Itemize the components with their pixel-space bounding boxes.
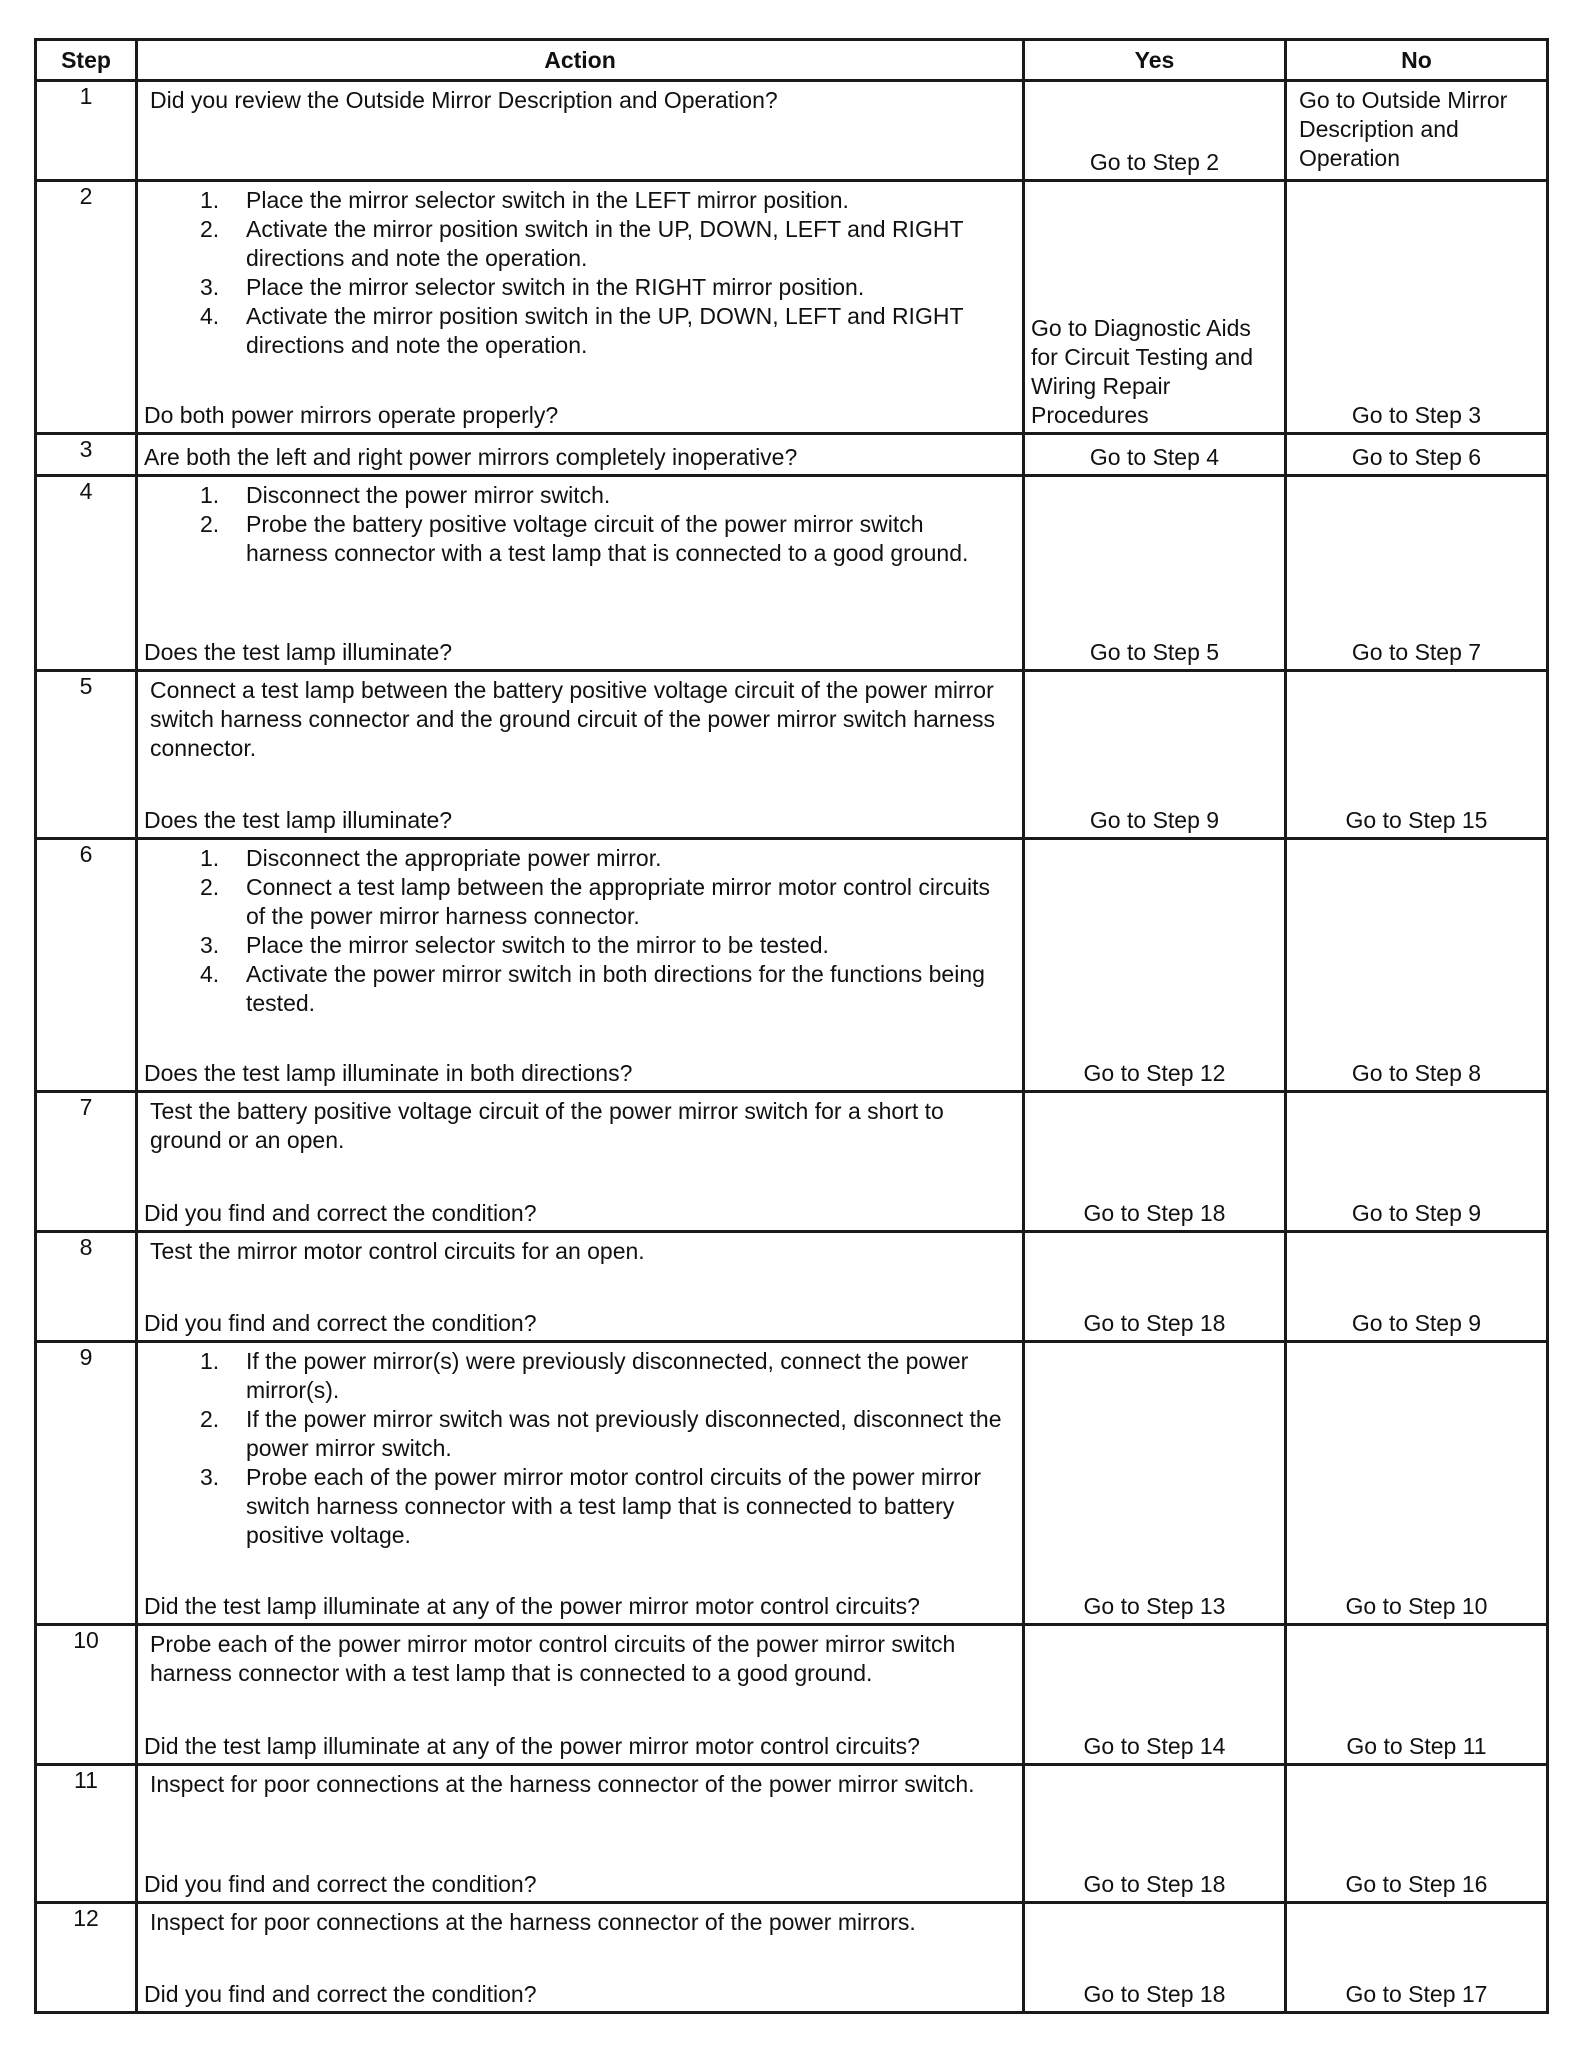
table-row [36,1765,1548,1903]
step-number: 2 [36,181,137,434]
header-no: No [1286,40,1548,81]
yes-cell [1024,1625,1286,1765]
action-cell [137,1342,1024,1625]
action-cell [137,839,1024,1092]
action-cell [137,181,1024,434]
yes-result: Go to Diagnostic Aids for Circuit Testing and Wiring Repair Procedures [1031,315,1254,428]
table-row [36,1625,1548,1765]
list-item: 4. Activate the mirror position switch in the UP, DOWN, LEFT and RIGHT directions and note the operation. [200,303,964,358]
action-question: Does the test lamp illuminate in both directions? [144,1060,633,1086]
no-result: Go to Step 7 [1351,639,1482,665]
header-row [36,40,1548,81]
step-number: 9 [36,1342,137,1625]
yes-result: Go to Step 18 [1083,1200,1226,1226]
action-question: Did the test lamp illuminate at any of the power mirror motor control circuits? [144,1733,920,1759]
header-step: Step [36,40,137,81]
action-cell [137,1232,1024,1342]
table-row [36,434,1548,476]
no-cell [1286,839,1548,1092]
action-question: Does the test lamp illuminate? [144,807,453,833]
action-list [144,840,1016,1018]
no-result: Go to Outside Mirror Description and Operation [1299,87,1508,171]
step-number: 1 [36,81,137,181]
step-number: 3 [36,434,137,476]
table-row [36,476,1548,671]
list-item: 4. Activate the power mirror switch in both directions for the functions being tested. [200,961,985,1016]
no-result: Go to Step 8 [1351,1060,1482,1086]
table-row [36,671,1548,839]
action-cell [137,434,1024,476]
list-item: 2. Connect a test lamp between the appropriate mirror motor control circuits of the power mirror harness connector. [200,874,990,929]
yes-result: Go to Step 13 [1083,1593,1226,1619]
action-question: Did you find and correct the condition? [144,1200,537,1226]
action-text: Inspect for poor connections at the harness connector of the power mirrors. [150,1909,916,1935]
step-number: 12 [36,1903,137,2013]
no-cell [1286,181,1548,434]
no-result: Go to Step 10 [1345,1593,1488,1619]
no-result: Go to Step 16 [1345,1871,1488,1897]
action-cell [137,671,1024,839]
list-item: 1. If the power mirror(s) were previously disconnected, connect the power mirror(s). [200,1348,969,1403]
action-question: Did you find and correct the condition? [144,1871,537,1897]
yes-result: Go to Step 9 [1089,807,1220,833]
action-text: Test the battery positive voltage circuit of the power mirror switch for a short to ground or an open. [150,1098,944,1153]
action-text: Did you review the Outside Mirror Description and Operation? [150,87,778,113]
yes-cell [1024,181,1286,434]
list-item: 2. Activate the mirror position switch in the UP, DOWN, LEFT and RIGHT directions and note the operation. [200,216,964,271]
no-result: Go to Step 3 [1351,402,1482,428]
action-cell [137,1092,1024,1232]
action-cell [137,81,1024,181]
no-result: Go to Step 15 [1345,807,1488,833]
no-result: Go to Step 9 [1351,1310,1482,1336]
yes-result: Go to Step 18 [1083,1310,1226,1336]
no-cell [1286,1232,1548,1342]
table-row [36,839,1548,1092]
table-row [36,1903,1548,2013]
action-question: Did you find and correct the condition? [144,1310,537,1336]
action-list [144,182,1016,360]
yes-cell [1024,434,1286,476]
yes-cell [1024,1903,1286,2013]
no-result: Go to Step 9 [1351,1200,1482,1226]
action-question: Does the test lamp illuminate? [144,639,453,665]
action-list [144,1343,1016,1550]
yes-cell [1024,1232,1286,1342]
no-cell [1286,1765,1548,1903]
no-cell [1286,1625,1548,1765]
table-row [36,1092,1548,1232]
yes-cell [1024,839,1286,1092]
no-cell [1286,671,1548,839]
table-row [36,1342,1548,1625]
step-number: 7 [36,1092,137,1232]
header-yes: Yes [1024,40,1286,81]
action-cell [137,1625,1024,1765]
step-number: 11 [36,1765,137,1903]
table-row [36,1232,1548,1342]
table-row [36,181,1548,434]
no-cell [1286,1342,1548,1625]
action-cell [137,1903,1024,2013]
yes-result: Go to Step 4 [1089,444,1220,470]
no-cell [1286,1092,1548,1232]
header-action: Action [137,40,1024,81]
no-result: Go to Step 6 [1351,444,1482,470]
table-row [36,81,1548,181]
no-cell [1286,1903,1548,2013]
step-number: 10 [36,1625,137,1765]
action-cell [137,476,1024,671]
step-number: 4 [36,476,137,671]
action-question: Did you find and correct the condition? [144,1981,537,2007]
yes-cell [1024,1342,1286,1625]
no-cell [1286,81,1548,181]
action-cell [137,1765,1024,1903]
list-item: 1. Place the mirror selector switch in the LEFT mirror position. [200,187,849,213]
list-item: 2. If the power mirror switch was not previously disconnected, disconnect the power mirror switch. [200,1406,1002,1461]
no-result: Go to Step 17 [1345,1981,1488,2007]
no-result: Go to Step 11 [1346,1733,1487,1759]
action-question: Do both power mirrors operate properly? [144,402,559,428]
yes-result: Go to Step 18 [1083,1981,1226,2007]
action-question: Are both the left and right power mirrors completely inoperative? [144,444,798,470]
action-list [144,477,1016,568]
yes-result: Go to Step 5 [1089,639,1220,665]
action-text: Probe each of the power mirror motor control circuits of the power mirror switch harness connector with a test lamp that is connected to a good ground. [150,1631,956,1686]
list-item: 1. Disconnect the appropriate power mirror. [200,845,662,871]
yes-result: Go to Step 18 [1083,1871,1226,1897]
step-number: 6 [36,839,137,1092]
list-item: 3. Place the mirror selector switch to the mirror to be tested. [200,932,829,958]
action-text: Connect a test lamp between the battery positive voltage circuit of the power mirror switch harness connector and the ground circuit of the power mirror switch harness connector. [150,677,996,761]
list-item: 3. Probe each of the power mirror motor control circuits of the power mirror switch harness connector with a test lamp that is connected to battery positive voltage. [200,1464,981,1548]
yes-cell [1024,476,1286,671]
yes-result: Go to Step 2 [1089,149,1220,175]
yes-result: Go to Step 14 [1083,1733,1226,1759]
list-item: 2. Probe the battery positive voltage circuit of the power mirror switch harness connector with a test lamp that is connected to a good ground. [200,511,969,566]
step-number: 5 [36,671,137,839]
action-text: Test the mirror motor control circuits for an open. [150,1238,645,1264]
yes-result: Go to Step 12 [1083,1060,1226,1086]
action-question: Did the test lamp illuminate at any of the power mirror motor control circuits? [144,1593,920,1619]
list-item: 1. Disconnect the power mirror switch. [200,482,611,508]
yes-cell [1024,671,1286,839]
step-number: 8 [36,1232,137,1342]
yes-cell [1024,1765,1286,1903]
diagnostic-table [34,38,1549,2014]
list-item: 3. Place the mirror selector switch in the RIGHT mirror position. [200,274,865,300]
action-text: Inspect for poor connections at the harness connector of the power mirror switch. [150,1771,975,1797]
no-cell [1286,434,1548,476]
yes-cell [1024,81,1286,181]
no-cell [1286,476,1548,671]
yes-cell [1024,1092,1286,1232]
